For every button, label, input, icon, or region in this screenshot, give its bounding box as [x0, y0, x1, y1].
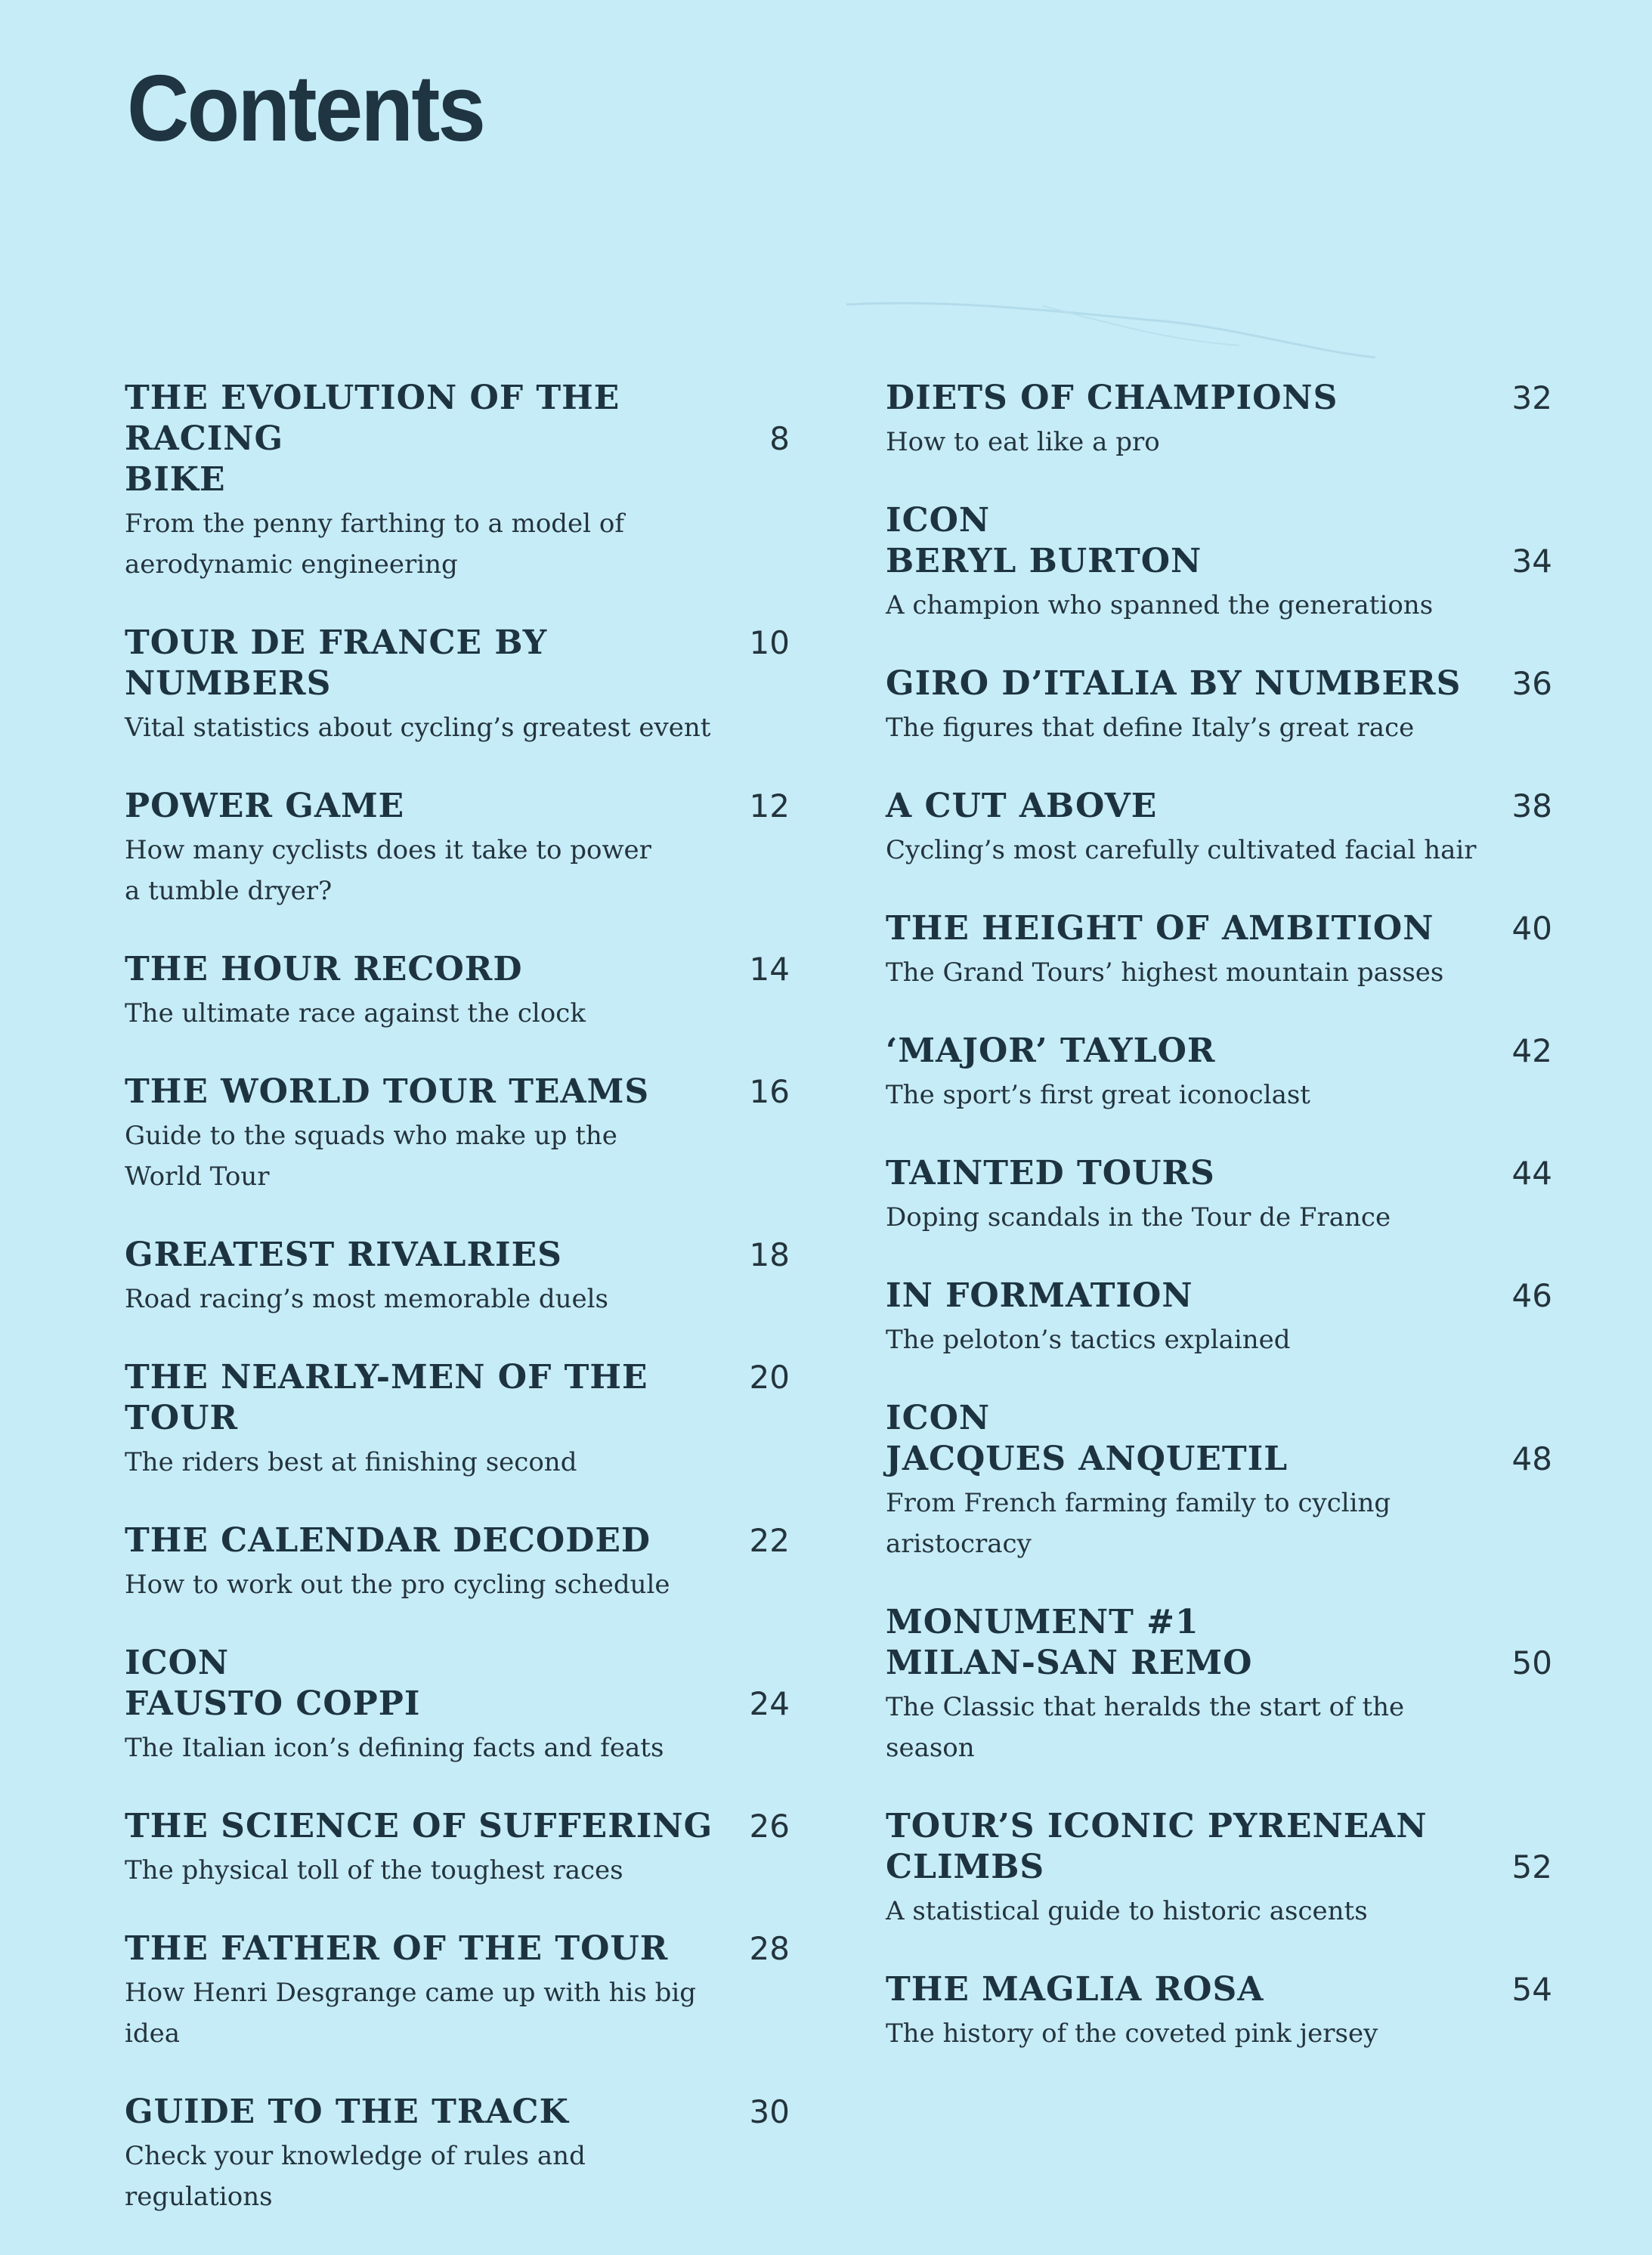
toc-entry-description: A champion who spanned the generations: [886, 590, 1434, 620]
toc-entry: [886, 1031, 1552, 1115]
toc-entry-title: ICON BERYL BURTON: [886, 501, 1202, 580]
toc-entry-title: THE CALENDAR DECODED: [125, 1521, 651, 1560]
toc-entry-title: MONUMENT #1 MILAN-SAN REMO: [886, 1603, 1253, 1682]
toc-entry-text: [125, 786, 738, 911]
toc-entry-description: How to work out the pro cycling schedule: [125, 1570, 670, 1600]
toc-entry-page-number: 50: [1511, 1644, 1552, 1681]
toc-entry: [125, 1806, 790, 1891]
toc-entry: [886, 1153, 1552, 1238]
toc-entry-text: [886, 786, 1500, 871]
toc-entry-text: [886, 500, 1500, 626]
toc-entry-page-number: 10: [749, 624, 790, 661]
toc-entry-text: [886, 1153, 1500, 1238]
toc-entry-description: The figures that define Italy’s great race: [886, 713, 1415, 743]
toc-entry-description: Vital statistics about cycling’s greatest event: [125, 713, 711, 743]
toc-entry-title: ICON FAUSTO COPPI: [125, 1644, 421, 1723]
toc-entry-description: From the penny farthing to a model of aerodynamic engineering: [125, 509, 624, 580]
toc-entry-text: [125, 378, 757, 585]
toc-entry-page-number: 30: [749, 2093, 790, 2130]
toc-entry-title: GUIDE TO THE TRACK: [125, 2093, 569, 2131]
toc-entry-title: A CUT ABOVE: [886, 787, 1158, 825]
toc-entry-title: THE MAGLIA ROSA: [886, 1970, 1264, 2009]
toc-entry-text: [886, 1806, 1500, 1932]
toc-entry-title: THE SCIENCE OF SUFFERING: [125, 1807, 713, 1845]
toc-entry-description: How Henri Desgrange came up with his big idea: [125, 1978, 697, 2049]
toc-entry-page-number: 12: [749, 787, 790, 824]
toc-entry-description: The Classic that heralds the start of the season: [886, 1692, 1405, 1763]
toc-entry-page-number: 18: [749, 1236, 790, 1273]
toc-entry-page-number: 32: [1511, 379, 1552, 416]
toc-entry-page-number: 26: [749, 1808, 790, 1845]
toc-entry-description: The ultimate race against the clock: [125, 998, 586, 1029]
toc-entry: [886, 908, 1552, 993]
toc-entry-text: [886, 1602, 1500, 1768]
toc-entry: [125, 378, 790, 585]
toc-entry-title: DIETS OF CHAMPIONS: [886, 379, 1338, 417]
toc-entry-text: [125, 1806, 738, 1891]
toc-entry-page-number: 16: [749, 1073, 790, 1110]
toc-entry-title: ICON JACQUES ANQUETIL: [886, 1399, 1288, 1478]
toc-entry: [125, 1929, 790, 2054]
toc-entry-title: THE HEIGHT OF AMBITION: [886, 909, 1434, 948]
toc-entry-text: [125, 2092, 738, 2217]
toc-entry-description: The Italian icon’s defining facts and feats: [125, 1733, 664, 1763]
toc-entry-page-number: 48: [1511, 1440, 1552, 1477]
contents-left-column: [125, 378, 790, 2255]
toc-entry-page-number: 28: [749, 1930, 790, 1967]
toc-entry-text: [125, 1357, 738, 1483]
toc-entry: [125, 1357, 790, 1483]
toc-entry-title: THE FATHER OF THE TOUR: [125, 1929, 669, 1968]
toc-entry-title: THE HOUR RECORD: [125, 950, 523, 988]
toc-entry-title: TAINTED TOURS: [886, 1154, 1215, 1192]
toc-entry-text: [886, 1031, 1500, 1115]
toc-entry-page-number: 14: [749, 951, 790, 988]
toc-entry-text: [125, 1072, 738, 1197]
toc-entry-page-number: 38: [1511, 787, 1552, 824]
toc-entry: [125, 1072, 790, 1197]
toc-entry-page-number: 54: [1511, 1971, 1552, 2008]
toc-entry-text: [125, 1235, 738, 1319]
toc-entry-text: [886, 1276, 1500, 1360]
page-title: Contents: [127, 57, 484, 161]
toc-entry-title: GIRO D’ITALIA BY NUMBERS: [886, 664, 1462, 703]
toc-entry-title: IN FORMATION: [886, 1276, 1193, 1315]
toc-entry-description: From French farming family to cycling aristocracy: [886, 1488, 1391, 1559]
toc-entry-description: Guide to the squads who make up the World Tour: [125, 1121, 617, 1192]
toc-entry-page-number: 36: [1511, 665, 1552, 702]
toc-entry-text: [886, 1969, 1500, 2054]
toc-entry-page-number: 40: [1511, 910, 1552, 947]
toc-entry-description: Cycling’s most carefully cultivated facial hair: [886, 835, 1477, 865]
toc-entry-title: THE NEARLY-MEN OF THE TOUR: [125, 1358, 648, 1437]
toc-entry: [886, 1806, 1552, 1932]
toc-entry-text: [886, 664, 1500, 748]
toc-entry-text: [886, 1398, 1500, 1564]
toc-entry: [886, 1602, 1552, 1768]
toc-entry-description: Doping scandals in the Tour de France: [886, 1202, 1391, 1233]
toc-entry: [125, 2092, 790, 2217]
toc-entry-page-number: 24: [749, 1685, 790, 1722]
toc-entry-description: The history of the coveted pink jersey: [886, 2018, 1378, 2049]
toc-entry-description: Road racing’s most memorable duels: [125, 1284, 608, 1314]
toc-entry-title: TOUR’S ICONIC PYRENEAN CLIMBS: [886, 1807, 1428, 1886]
toc-entry-title: POWER GAME: [125, 787, 405, 825]
paper-crease: [846, 299, 1375, 367]
toc-entry-page-number: 22: [749, 1522, 790, 1559]
toc-entry: [125, 623, 790, 748]
toc-entry: [886, 378, 1552, 462]
toc-entry-page-number: 8: [769, 420, 790, 457]
toc-entry: [886, 500, 1552, 626]
toc-entry-title: ‘MAJOR’ TAYLOR: [886, 1032, 1216, 1070]
toc-entry-description: How to eat like a pro: [886, 427, 1160, 457]
toc-entry-title: GREATEST RIVALRIES: [125, 1236, 562, 1274]
toc-entry-text: [125, 623, 738, 748]
toc-entry-description: Check your knowledge of rules and regulations: [125, 2141, 586, 2212]
toc-entry-description: The peloton’s tactics explained: [886, 1325, 1291, 1355]
toc-entry: [886, 1398, 1552, 1564]
toc-entry-description: How many cyclists does it take to power a tumble dryer?: [125, 835, 651, 906]
toc-entry-page-number: 46: [1511, 1277, 1552, 1314]
toc-entry: [125, 1235, 790, 1319]
toc-entry: [125, 1643, 790, 1768]
toc-entry-title: THE WORLD TOUR TEAMS: [125, 1072, 650, 1111]
toc-entry-text: [125, 949, 738, 1034]
toc-entry: [886, 1276, 1552, 1360]
toc-entry-page-number: 52: [1511, 1848, 1552, 1885]
toc-entry-description: A statistical guide to historic ascents: [886, 1896, 1368, 1926]
toc-entry-description: The riders best at finishing second: [125, 1447, 577, 1477]
toc-entry: [886, 786, 1552, 871]
toc-entry: [125, 786, 790, 911]
toc-entry-text: [886, 908, 1500, 993]
toc-entry-text: [886, 378, 1500, 462]
toc-entry-text: [125, 1520, 738, 1605]
toc-entry-description: The physical toll of the toughest races: [125, 1855, 623, 1885]
toc-entry-page-number: 44: [1511, 1155, 1552, 1192]
toc-entry-title: TOUR DE FRANCE BY NUMBERS: [125, 623, 548, 703]
toc-entry-page-number: 34: [1511, 543, 1552, 580]
toc-entry-description: The Grand Tours’ highest mountain passes: [886, 957, 1444, 988]
toc-entry-title: THE EVOLUTION OF THE RACING BIKE: [125, 379, 620, 499]
toc-entry-page-number: 20: [749, 1359, 790, 1396]
toc-entry-text: [125, 1929, 738, 2054]
toc-entry-description: The sport’s first great iconoclast: [886, 1080, 1310, 1110]
toc-entry: [125, 1520, 790, 1605]
toc-entry: [886, 664, 1552, 748]
contents-right-column: [886, 378, 1552, 2092]
toc-entry-page-number: 42: [1511, 1032, 1552, 1069]
toc-entry: [125, 949, 790, 1034]
toc-entry: [886, 1969, 1552, 2054]
toc-entry-text: [125, 1643, 738, 1768]
